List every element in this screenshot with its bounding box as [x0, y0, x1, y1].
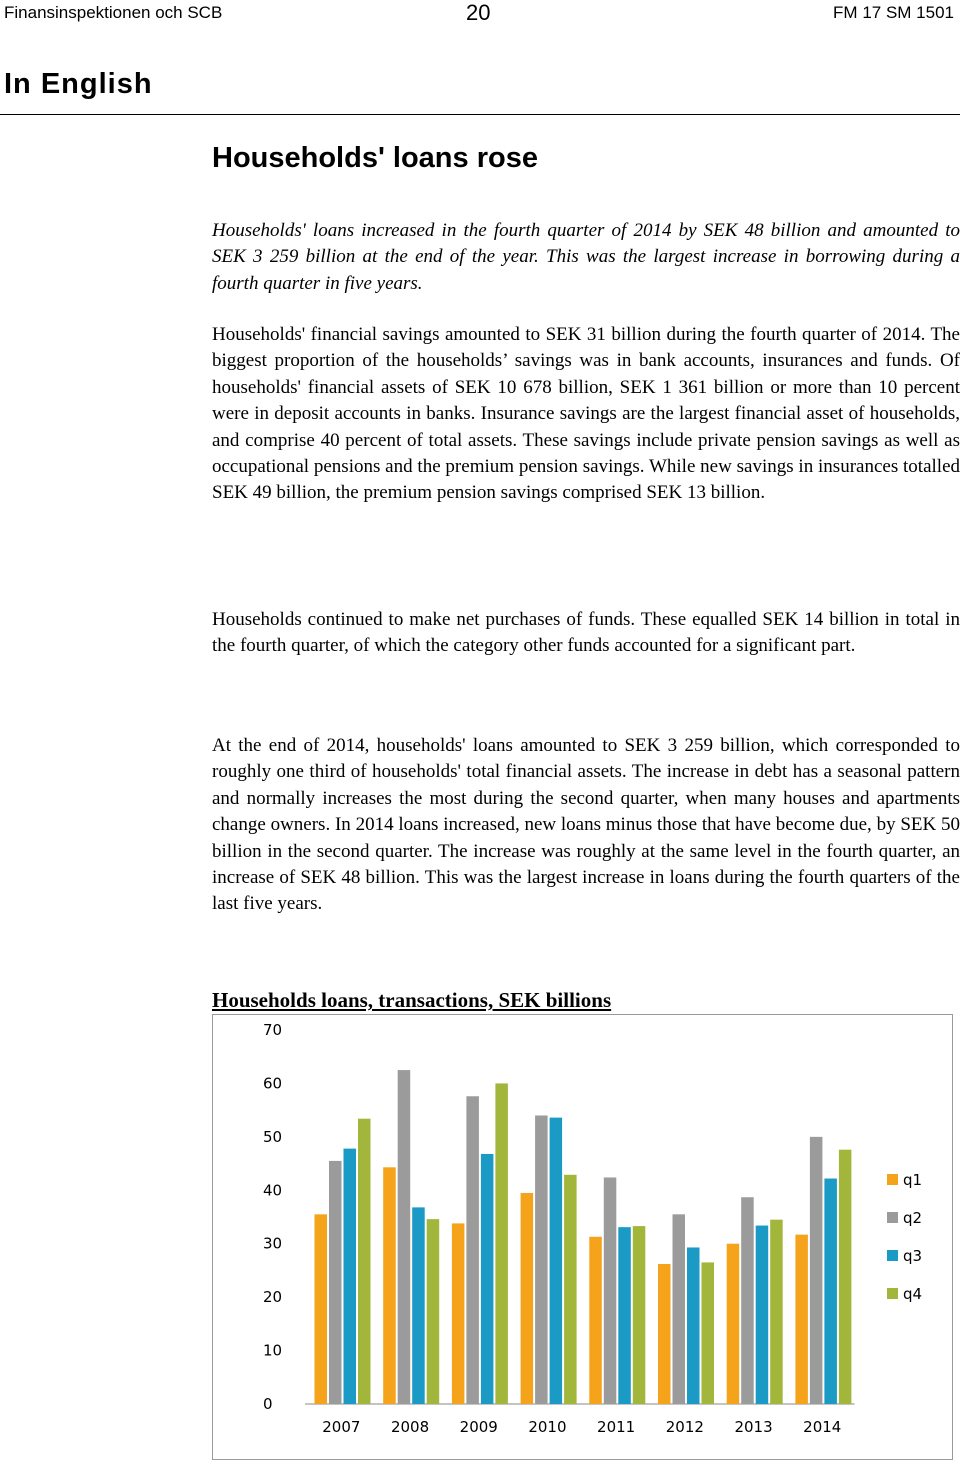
- bar-q4-2007: [358, 1119, 371, 1404]
- page-number: 20: [466, 0, 491, 25]
- legend-label-q2: q2: [903, 1209, 923, 1227]
- bar-q2-2014: [810, 1137, 823, 1404]
- loans-bar-chart: [212, 1014, 953, 1460]
- legend-label-q1: q1: [903, 1171, 923, 1189]
- x-tick-label: 2013: [734, 1418, 773, 1436]
- y-tick-label: 40: [263, 1181, 283, 1200]
- section-title: In English: [4, 68, 153, 100]
- legend-swatch-q2: [887, 1212, 898, 1223]
- bar-q4-2012: [702, 1262, 715, 1404]
- section-divider: [0, 114, 960, 115]
- bar-q1-2011: [589, 1237, 602, 1404]
- bar-q1-2010: [521, 1193, 534, 1404]
- y-tick-label: 0: [263, 1395, 273, 1413]
- bar-q3-2013: [756, 1226, 769, 1404]
- bar-q4-2014: [839, 1150, 852, 1404]
- bar-q3-2014: [824, 1179, 837, 1404]
- bar-q2-2007: [329, 1161, 342, 1404]
- bar-q3-2008: [412, 1207, 425, 1404]
- bar-q1-2012: [658, 1264, 671, 1404]
- paragraph-loans: At the end of 2014, households' loans amounted to SEK 3 259 billion, which corresponded to roughly one third of households' total financial assets. The increase in debt has a seasonal pattern and normally increases the most during the second quarter, when many houses and apartments change owners. In 2014 loans increased, new loans minus those that have become due, by SEK 50 billion in the second quarter. The increase was roughly at the same level in the fourth quarter, an increase of SEK 48 billion. This was the largest increase in loans during the fourth quarters of the last five years.: [212, 735, 960, 915]
- y-tick-label: 50: [263, 1127, 283, 1146]
- x-tick-label: 2009: [459, 1418, 498, 1436]
- bar-q1-2013: [727, 1244, 740, 1404]
- bar-q2-2011: [604, 1177, 617, 1404]
- chart-canvas: [213, 1015, 954, 1461]
- bar-q2-2009: [466, 1096, 479, 1404]
- bar-q4-2008: [427, 1219, 440, 1404]
- bar-q1-2009: [452, 1223, 465, 1404]
- bar-q1-2007: [315, 1214, 328, 1404]
- bar-q3-2011: [618, 1227, 631, 1404]
- y-tick-label: 10: [263, 1341, 283, 1360]
- bar-q3-2009: [481, 1154, 494, 1404]
- bar-q3-2007: [344, 1149, 357, 1404]
- x-tick-label: 2014: [803, 1418, 842, 1436]
- legend-swatch-q3: [887, 1250, 898, 1261]
- report-code: FM 17 SM 1501: [833, 3, 954, 22]
- bar-q2-2013: [741, 1197, 754, 1404]
- bar-q3-2010: [550, 1118, 563, 1404]
- bar-q4-2010: [564, 1175, 577, 1404]
- y-tick-label: 60: [263, 1074, 283, 1093]
- bar-q4-2011: [633, 1226, 646, 1404]
- article-intro: Households' loans increased in the fourth quarter of 2014 by SEK 48 billion and amounted to SEK 3 259 billion at the end of the year. This was the largest increase in borrowing during a fourth quarter in five years.: [212, 220, 960, 294]
- page-header: [0, 0, 960, 28]
- legend-label-q4: q4: [903, 1285, 923, 1303]
- x-tick-label: 2012: [665, 1418, 704, 1436]
- chart-title: Households loans, transactions, SEK billions: [212, 988, 612, 1012]
- bar-q2-2008: [398, 1070, 411, 1404]
- bar-q4-2009: [495, 1083, 508, 1404]
- legend-label-q3: q3: [903, 1247, 923, 1265]
- bar-q2-2012: [673, 1214, 686, 1404]
- x-tick-label: 2008: [390, 1418, 430, 1436]
- bar-q1-2014: [795, 1235, 808, 1404]
- bar-q3-2012: [687, 1247, 700, 1404]
- legend-swatch-q1: [887, 1174, 898, 1185]
- bar-q4-2013: [770, 1220, 783, 1404]
- article-title: Households' loans rose: [212, 142, 538, 174]
- y-tick-label: 30: [263, 1234, 283, 1253]
- x-tick-label: 2011: [597, 1418, 636, 1436]
- bar-q2-2010: [535, 1115, 548, 1404]
- legend-swatch-q4: [887, 1288, 898, 1299]
- x-tick-label: 2007: [322, 1418, 361, 1436]
- x-tick-label: 2010: [528, 1418, 567, 1436]
- y-tick-label: 70: [263, 1021, 283, 1039]
- y-tick-label: 20: [263, 1288, 283, 1307]
- header-publisher: Finansinspektionen och SCB: [4, 3, 223, 22]
- paragraph-funds: Households continued to make net purchases of funds. These equalled SEK 14 billion in total in the fourth quarter, of which the category other funds accounted for a significant part.: [212, 609, 960, 657]
- paragraph-savings: Households' financial savings amounted to SEK 31 billion during the fourth quarter of 2014. The biggest proportion of the households’ savings was in bank accounts, insurances and funds. Of households' financial assets of SEK 10 678 billion, SEK 1 361 billion or more than 10 percent were in deposit accounts in banks. Insurance savings are the largest financial asset of households, and comprise 40 percent of total assets. These savings include private pension savings as well as occupational pensions and the premium pension savings. While new savings in insurances totalled SEK 49 billion, the premium pension savings comprised SEK 13 billion.: [212, 324, 960, 504]
- bar-q1-2008: [383, 1167, 396, 1404]
